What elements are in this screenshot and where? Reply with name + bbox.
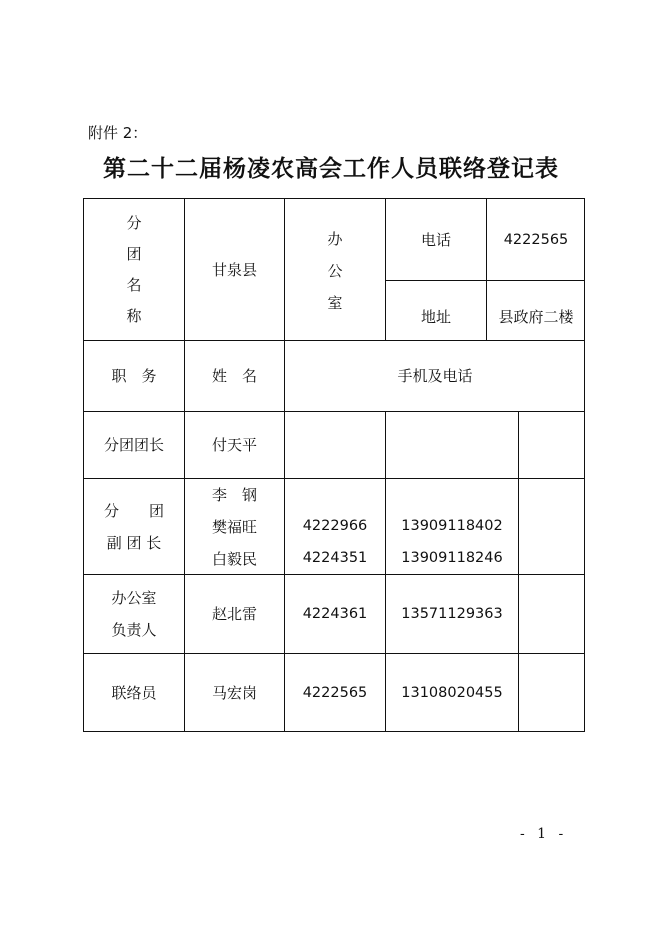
- label-char: 公: [327, 262, 343, 280]
- table-row-extra: [518, 478, 585, 574]
- column-header-name: [184, 340, 284, 411]
- label-char: 分: [126, 213, 142, 232]
- position-text: 负责人: [111, 621, 157, 639]
- table-row-position: [83, 653, 184, 732]
- address-label-text: 地址: [420, 307, 451, 326]
- table-row-name: [184, 478, 284, 574]
- table-row-phone: [284, 478, 385, 574]
- table-row-position: [83, 478, 184, 574]
- column-header-position: [83, 340, 184, 411]
- header-text: 职 务: [111, 367, 157, 385]
- office-address: [486, 280, 585, 340]
- label-char: 室: [327, 294, 343, 312]
- mobile-text: 13571129363: [401, 606, 503, 622]
- table-row-extra: [518, 574, 585, 653]
- name-text: 白毅民: [211, 549, 257, 568]
- office-phone-text: 4222565: [503, 231, 569, 248]
- mobile-text: 13909118246: [401, 550, 503, 566]
- attachment-label: 附件 2：: [88, 124, 148, 142]
- phone-label: [385, 198, 486, 280]
- phone-text: 4224351: [302, 550, 368, 566]
- position-text: 分团团长: [103, 436, 164, 454]
- header-text: 手机及电话: [397, 367, 473, 385]
- table-row-name: [184, 411, 284, 478]
- phone-text: 4224361: [302, 606, 368, 622]
- office-address-text: 县政府二楼: [498, 307, 574, 326]
- table-row-mobile: [385, 653, 518, 732]
- column-header-contact: [284, 340, 585, 411]
- table-row-extra: [518, 411, 585, 478]
- name-text: 付天平: [211, 436, 257, 454]
- name-text: 樊福旺: [211, 517, 257, 536]
- mobile-text: 13909118402: [401, 518, 503, 534]
- office-phone: [486, 198, 585, 280]
- table-row-phone: [284, 574, 385, 653]
- position-text: 副 团 长: [106, 533, 162, 552]
- group-name: [184, 198, 284, 340]
- label-char: 称: [126, 306, 142, 325]
- contact-table: [83, 198, 585, 732]
- office-label: [284, 198, 385, 340]
- label-char: 团: [126, 244, 142, 263]
- table-row-position: [83, 574, 184, 653]
- group-name-label: [83, 198, 184, 340]
- name-text: 赵北雷: [211, 605, 257, 623]
- table-row-mobile: [385, 574, 518, 653]
- table-row-phone: [284, 411, 385, 478]
- table-row-position: [83, 411, 184, 478]
- address-label: [385, 280, 486, 340]
- page-title: 第二十二届杨凌农高会工作人员联络登记表: [103, 155, 559, 182]
- mobile-text: 13108020455: [401, 685, 503, 701]
- table-row-mobile: [385, 411, 518, 478]
- name-text: 李 钢: [211, 485, 257, 504]
- label-char: 办: [327, 230, 343, 248]
- phone-text: 4222966: [302, 518, 368, 534]
- phone-text: 4222565: [302, 685, 368, 701]
- table-row-name: [184, 653, 284, 732]
- page-number: - 1 -: [520, 826, 568, 842]
- group-name-text: 甘泉县: [211, 260, 257, 279]
- position-text: 办公室: [111, 589, 157, 607]
- position-text: 分 团: [103, 501, 164, 520]
- table-row-mobile: [385, 478, 518, 574]
- header-text: 姓 名: [211, 367, 257, 385]
- table-row-phone: [284, 653, 385, 732]
- table-row-name: [184, 574, 284, 653]
- table-row-extra: [518, 653, 585, 732]
- phone-label-text: 电话: [420, 230, 451, 249]
- name-text: 马宏岗: [211, 684, 257, 702]
- position-text: 联络员: [111, 684, 157, 702]
- label-char: 名: [126, 275, 142, 294]
